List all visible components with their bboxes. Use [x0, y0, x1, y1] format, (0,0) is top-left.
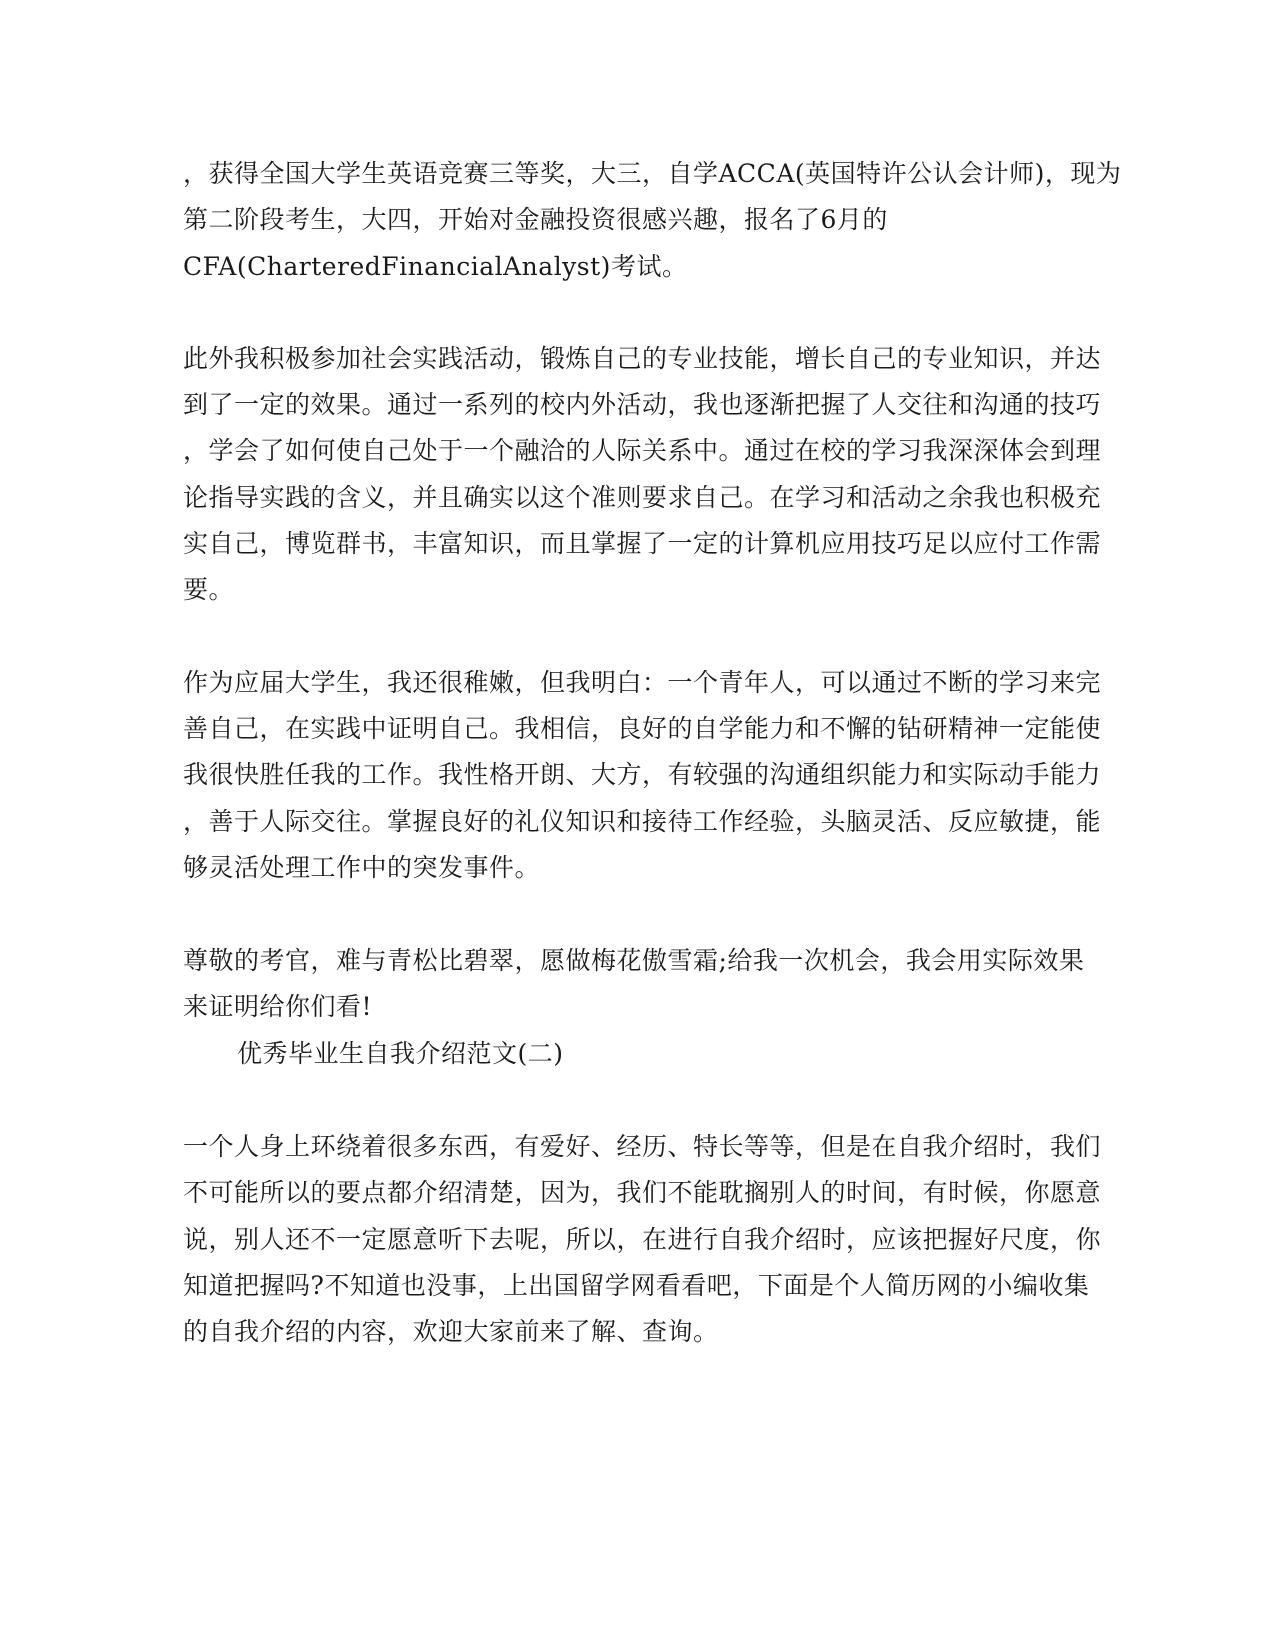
- paragraph-3-line-3: 我很快胜任我的工作。我性格开朗、大方，有较强的沟通组织能力和实际动手能力: [183, 760, 1102, 789]
- final-paragraph-line-3: 说，别人还不一定愿意听下去呢，所以，在进行自我介绍时，应该把握好尺度，你: [183, 1225, 1102, 1254]
- paragraph-1-line-3: CFA(CharteredFinancialAnalyst)考试。: [183, 252, 688, 281]
- paragraph-1-line-1: ，获得全国大学生英语竞赛三等奖，大三，自学ACCA(英国特许公认会计师)，现为: [183, 159, 1122, 188]
- paragraph-2-line-1: 此外我积极参加社会实践活动，锻炼自己的专业技能，增长自己的专业知识，并达: [183, 344, 1102, 373]
- paragraph-3-line-2: 善自己，在实践中证明自己。我相信，良好的自学能力和不懈的钻研精神一定能使: [183, 714, 1102, 743]
- paragraph-2-line-4: 论指导实践的含义，并且确实以这个准则要求自己。在学习和活动之余我也积极充: [183, 483, 1102, 512]
- final-paragraph-line-2: 不可能所以的要点都介绍清楚，因为，我们不能耽搁别人的时间，有时候，你愿意: [183, 1178, 1102, 1207]
- paragraph-2-line-2: 到了一定的效果。通过一系列的校内外活动，我也逐渐把握了人交往和沟通的技巧: [183, 390, 1102, 419]
- paragraph-2-line-6: 要。: [183, 575, 235, 604]
- final-paragraph-line-4: 知道把握吗?不知道也没事，上出国留学网看看吧，下面是个人简历网的小编收集: [183, 1271, 1090, 1300]
- paragraph-2-line-5: 实自己，博览群书，丰富知识，而且掌握了一定的计算机应用技巧足以应付工作需: [183, 529, 1102, 558]
- paragraph-3-line-1: 作为应届大学生，我还很稚嫩，但我明白：一个青年人，可以通过不断的学习来完: [183, 668, 1102, 697]
- paragraph-3-line-4: ，善于人际交往。掌握良好的礼仪知识和接待工作经验，头脑灵活、反应敏捷，能: [183, 807, 1102, 836]
- final-paragraph-line-5: 的自我介绍的内容，欢迎大家前来了解、查询。: [183, 1317, 719, 1346]
- paragraph-1-line-2: 第二阶段考生，大四，开始对金融投资很感兴趣，报名了6月的: [183, 205, 888, 234]
- paragraph-4-line-1: 尊敬的考官，难与青松比碧翠，愿做梅花傲雪霜;给我一次机会，我会用实际效果: [183, 946, 1085, 975]
- paragraph-4-line-2: 来证明给你们看!: [183, 992, 373, 1021]
- final-paragraph-line-1: 一个人身上环绕着很多东西，有爱好、经历、特长等等，但是在自我介绍时，我们: [183, 1132, 1102, 1161]
- section-heading: 优秀毕业生自我介绍范文(二): [237, 1039, 564, 1068]
- paragraph-3-line-5: 够灵活处理工作中的突发事件。: [183, 853, 541, 882]
- paragraph-2-line-3: ，学会了如何使自己处于一个融洽的人际关系中。通过在校的学习我深深体会到理: [183, 436, 1102, 465]
